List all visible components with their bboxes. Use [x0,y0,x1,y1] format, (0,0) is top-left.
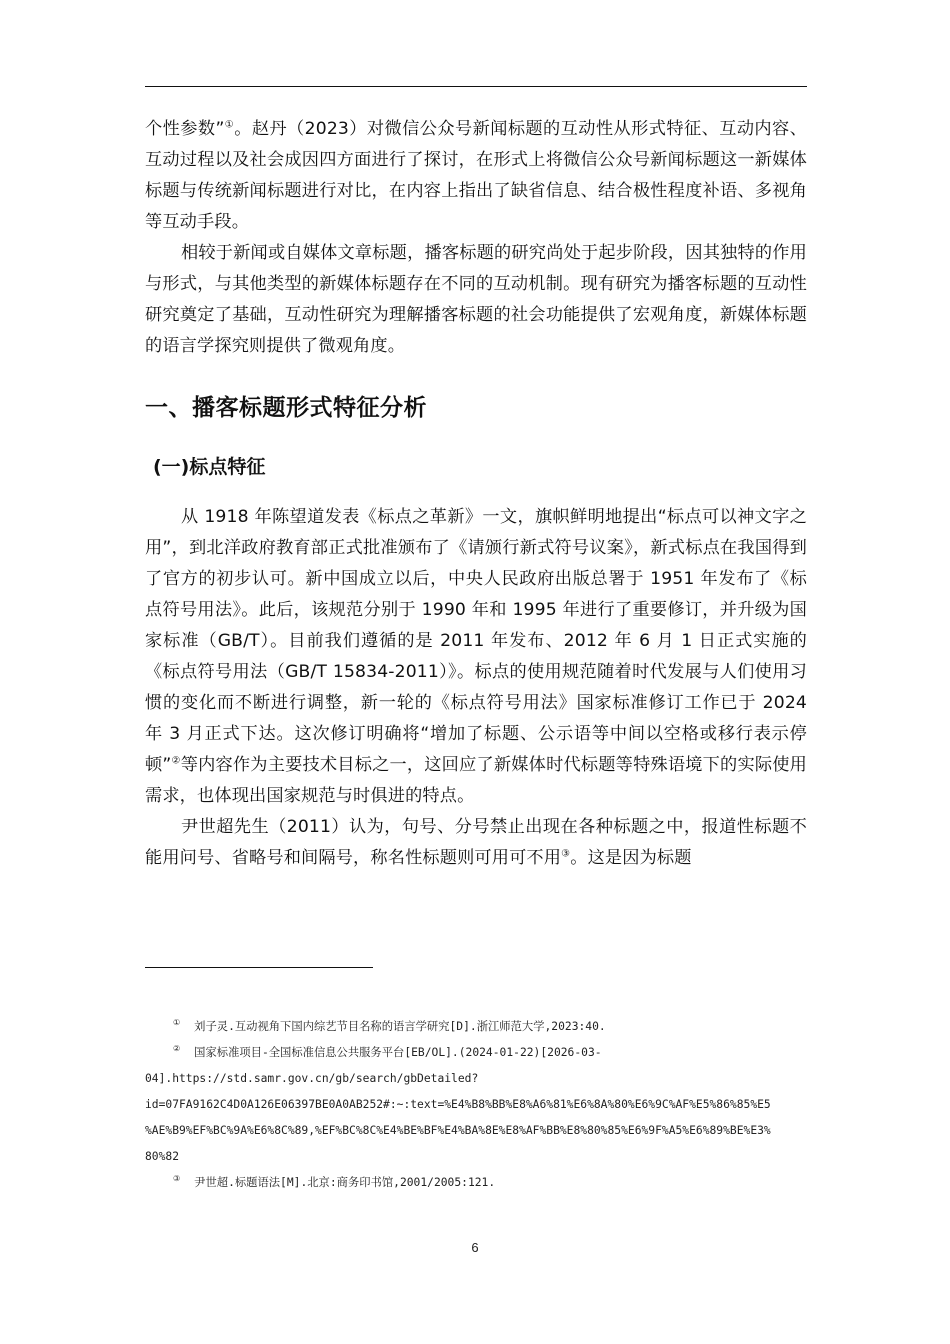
paragraph-3-b: 等内容作为主要技术目标之一，这回应了新媒体时代标题等特殊语境下的实际使用需求，也体现出国家规范与时俱进的特点。 [145,755,807,806]
footnote-2-line-4[interactable]: %AE%B9%EF%BC%9A%E6%8C%89,%EF%BC%8C%E4%BE%BF%E4%BA%8E%E8%AF%BB%E8%80%85%E6%9F%A5%E6%89%BE%E3% [145,1124,771,1137]
footnote-text: 尹世超.标题语法[M].北京:商务印书馆,2001/2005:121. [194,1176,496,1189]
paragraph-4-b: 。这是因为标题 [570,848,692,868]
footnote-ref-2[interactable]: ② [171,755,181,767]
footnote-3: ③ 尹世超.标题语法[M].北京:商务印书馆,2001/2005:121. [173,1174,496,1189]
footnote-2-line-2[interactable]: 04].https://std.samr.gov.cn/gb/search/gbDetailed? [145,1072,479,1085]
paragraph-1-rest: 。赵丹（2023）对微信公众号新闻标题的互动性从形式特征、互动内容、互动过程以及社会成因四方面进行了探讨，在形式上将微信公众号新闻标题这一新媒体标题与传统新闻标题进行对比，在内容上指出了缺省信息、结合极性程度补语、多视角等互动手段。 [145,119,808,232]
footnote-1: ① 刘子灵.互动视角下国内综艺节目名称的语言学研究[D].浙江师范大学,2023:40. [173,1018,606,1033]
paragraph-1-start: 个性参数” [145,119,225,139]
body-text [145,114,807,874]
paragraph-1 [145,114,807,238]
footnote-2: ② 国家标准项目-全国标准信息公共服务平台[EB/OL].(2024-01-22)[2026-03- [173,1044,602,1059]
page-number: 6 [471,1240,479,1255]
footnote-2-line-3[interactable]: id=07FA9162C4D0A126E06397BE0A0AB252#:~:text=%E4%B8%BB%E8%A6%81%E6%8A%80%E6%9C%AF%E5%86%85%E5 [145,1098,771,1111]
footnote-ref-1[interactable]: ① [224,119,235,131]
paragraph-3-a: 从 1918 年陈望道发表《标点之革新》一文，旗帜鲜明地提出“标点可以神文字之用”，到北洋政府教育部正式批准颁布了《请颁行新式符号议案》，新式标点在我国得到了官方的初步认可。新中国成立以后，中央人民政府出版总署于 1951 年发布了《标点符号用法》。此后，该规范分别于 1990 年和 1995 年进行了重要修订，并升级为国家标准（GB/T）。目前我们遵循的是 2011 年发布、2012 年 6 月 1 日正式实施的《标点符号用法（GB/T 15834-2011）》。标点的使用规范随着时代发展与人们使用习惯的变化而不断进行调整，新一轮的《标点符号用法》国家标准修订工作已于 2024 年 3 月正式下达。这次修订明确将“增加了标题、公示语等中间以空格或移行表示停顿” [145,507,807,775]
header-rule [145,86,807,87]
paragraph-3 [145,502,807,812]
spacer [145,482,807,502]
paragraph-4-a: 尹世超先生（2011）认为，句号、分号禁止出现在各种标题之中，报道性标题不能用问号、省略号和间隔号，称名性标题则可用可不用 [145,817,807,868]
paragraph-4 [145,812,807,874]
footnote-text: 刘子灵.互动视角下国内综艺节目名称的语言学研究[D].浙江师范大学,2023:40. [194,1020,606,1033]
subsection-heading: (一)标点特征 [153,456,266,478]
footnote-ref-3[interactable]: ③ [561,848,571,860]
section-heading: 一、播客标题形式特征分析 [145,395,427,421]
footnote-2-line-5[interactable]: 80%82 [145,1150,180,1163]
footnotes [145,1014,810,1196]
paragraph-2: 相较于新闻或自媒体文章标题，播客标题的研究尚处于起步阶段，因其独特的作用与形式，与其他类型的新媒体标题存在不同的互动机制。现有研究为播客标题的互动性研究奠定了基础，互动性研究为理解播客标题的社会功能提供了宏观角度，新媒体标题的语言学探究则提供了微观角度。 [145,243,807,356]
footnote-rule [145,967,373,968]
footnote-text: 国家标准项目-全国标准信息公共服务平台[EB/OL].(2024-01-22)[2026-03- [194,1046,602,1059]
